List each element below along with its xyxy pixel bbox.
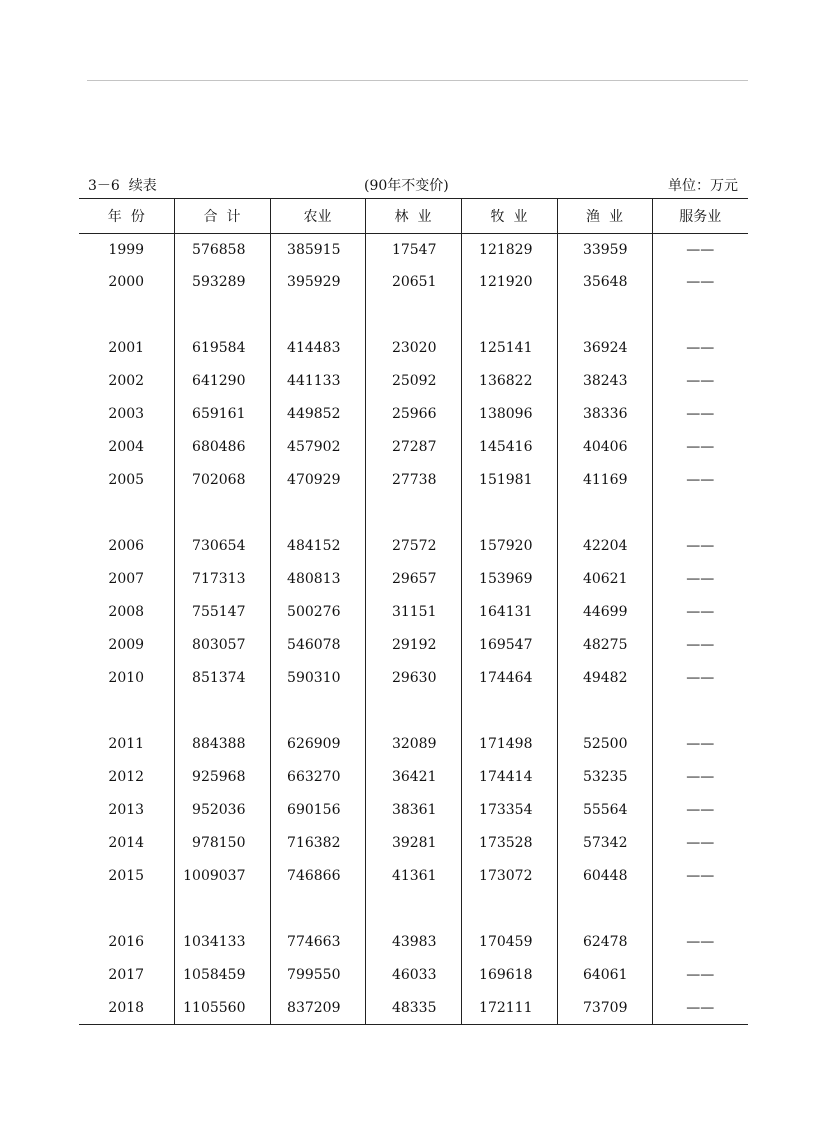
cell-year: 2015 [108, 867, 145, 884]
spacer-cell [652, 298, 748, 331]
cell-year: 2012 [108, 768, 145, 785]
spacer-cell [365, 892, 461, 925]
cell-animal-husbandry: 145416 [461, 430, 557, 463]
spacer-cell [79, 298, 174, 331]
cell-forestry: 46033 [365, 958, 461, 991]
table-row [79, 529, 748, 562]
cell-total: 576858 [174, 234, 270, 266]
cell-total: 755147 [174, 595, 270, 628]
cell-agriculture: 690156 [270, 793, 365, 826]
cell-fishery: 57342 [557, 826, 652, 859]
cell-forestry: 31151 [365, 595, 461, 628]
spacer-row [79, 694, 748, 727]
cell-animal-husbandry: 138096 [461, 397, 557, 430]
cell-agriculture: 500276 [270, 595, 365, 628]
header-fishery: 渔 业 [557, 199, 652, 234]
cell-agriculture: 457902 [270, 430, 365, 463]
cell-total: 1058459 [174, 958, 270, 991]
cell-total: 702068 [174, 463, 270, 496]
cell-year: 2004 [108, 438, 145, 455]
cell-fishery: 35648 [557, 265, 652, 298]
spacer-row [79, 496, 748, 529]
header-services: 服务业 [652, 199, 748, 234]
cell-total: 593289 [174, 265, 270, 298]
spacer-cell [557, 892, 652, 925]
cell-agriculture: 484152 [270, 529, 365, 562]
cell-total: 1034133 [174, 925, 270, 958]
cell-services: —— [652, 562, 748, 595]
cell-agriculture: 546078 [270, 628, 365, 661]
cell-total: 925968 [174, 760, 270, 793]
spacer-cell [652, 892, 748, 925]
cell-forestry: 29657 [365, 562, 461, 595]
cell-forestry: 27572 [365, 529, 461, 562]
spacer-cell [461, 694, 557, 727]
cell-total: 659161 [174, 397, 270, 430]
cell-services: —— [652, 595, 748, 628]
spacer-cell [174, 892, 270, 925]
cell-agriculture: 449852 [270, 397, 365, 430]
cell-year: 2010 [108, 669, 145, 686]
cell-animal-husbandry: 121920 [461, 265, 557, 298]
cell-animal-husbandry: 136822 [461, 364, 557, 397]
header-animal-husbandry: 牧 业 [461, 199, 557, 234]
cell-services: —— [652, 265, 748, 298]
cell-fishery: 40406 [557, 430, 652, 463]
cell-forestry: 29192 [365, 628, 461, 661]
cell-agriculture: 626909 [270, 727, 365, 760]
cell-animal-husbandry: 174414 [461, 760, 557, 793]
cell-animal-husbandry: 170459 [461, 925, 557, 958]
output-value-table [79, 198, 748, 1025]
table-row [79, 595, 748, 628]
cell-agriculture: 470929 [270, 463, 365, 496]
spacer-cell [461, 298, 557, 331]
cell-services: —— [652, 234, 748, 266]
cell-animal-husbandry: 174464 [461, 661, 557, 694]
cell-total: 851374 [174, 661, 270, 694]
cell-forestry: 27738 [365, 463, 461, 496]
cell-forestry: 25092 [365, 364, 461, 397]
cell-animal-husbandry: 121829 [461, 234, 557, 266]
spacer-cell [174, 496, 270, 529]
cell-animal-husbandry: 173528 [461, 826, 557, 859]
cell-services: —— [652, 760, 748, 793]
cell-agriculture: 746866 [270, 859, 365, 892]
spacer-cell [557, 496, 652, 529]
cell-animal-husbandry: 153969 [461, 562, 557, 595]
spacer-cell [557, 298, 652, 331]
cell-year: 2009 [108, 636, 145, 653]
spacer-cell [365, 694, 461, 727]
table-row [79, 760, 748, 793]
cell-total: 1105560 [174, 991, 270, 1025]
cell-forestry: 23020 [365, 331, 461, 364]
table-body [79, 234, 748, 1025]
cell-agriculture: 663270 [270, 760, 365, 793]
page-top-rule [87, 80, 748, 81]
cell-agriculture: 480813 [270, 562, 365, 595]
spacer-cell [365, 496, 461, 529]
cell-total: 803057 [174, 628, 270, 661]
cell-year: 2011 [108, 735, 145, 752]
cell-fishery: 40621 [557, 562, 652, 595]
cell-agriculture: 774663 [270, 925, 365, 958]
cell-services: —— [652, 364, 748, 397]
cell-year: 1999 [108, 241, 145, 258]
cell-forestry: 48335 [365, 991, 461, 1025]
cell-year: 2002 [108, 372, 145, 389]
cell-fishery: 38243 [557, 364, 652, 397]
cell-services: —— [652, 661, 748, 694]
cell-animal-husbandry: 157920 [461, 529, 557, 562]
cell-animal-husbandry: 173072 [461, 859, 557, 892]
table-row [79, 562, 748, 595]
table-row [79, 364, 748, 397]
cell-fishery: 62478 [557, 925, 652, 958]
cell-forestry: 17547 [365, 234, 461, 266]
header-row [79, 199, 748, 234]
cell-agriculture: 837209 [270, 991, 365, 1025]
table-row [79, 661, 748, 694]
cell-services: —— [652, 991, 748, 1025]
spacer-cell [461, 496, 557, 529]
cell-services: —— [652, 628, 748, 661]
cell-forestry: 39281 [365, 826, 461, 859]
table-row [79, 628, 748, 661]
cell-fishery: 44699 [557, 595, 652, 628]
header-year: 年 份 [79, 199, 174, 234]
spacer-cell [79, 892, 174, 925]
cell-agriculture: 441133 [270, 364, 365, 397]
cell-forestry: 43983 [365, 925, 461, 958]
cell-agriculture: 414483 [270, 331, 365, 364]
table-row [79, 397, 748, 430]
table-id: 3－6 续表 [88, 178, 157, 194]
spacer-cell [461, 892, 557, 925]
spacer-cell [652, 694, 748, 727]
cell-services: —— [652, 826, 748, 859]
cell-fishery: 52500 [557, 727, 652, 760]
cell-year: 2014 [108, 834, 145, 851]
cell-services: —— [652, 958, 748, 991]
cell-total: 978150 [174, 826, 270, 859]
cell-fishery: 48275 [557, 628, 652, 661]
spacer-cell [270, 496, 365, 529]
table-row [79, 793, 748, 826]
spacer-row [79, 298, 748, 331]
cell-year: 2001 [108, 339, 145, 356]
cell-services: —— [652, 529, 748, 562]
table-row [79, 991, 748, 1025]
cell-forestry: 27287 [365, 430, 461, 463]
cell-services: —— [652, 331, 748, 364]
spacer-cell [79, 694, 174, 727]
price-basis-note: (90年不变价) [364, 178, 449, 194]
table-row [79, 234, 748, 266]
cell-fishery: 33959 [557, 234, 652, 266]
spacer-cell [652, 496, 748, 529]
cell-forestry: 38361 [365, 793, 461, 826]
cell-agriculture: 395929 [270, 265, 365, 298]
cell-forestry: 25966 [365, 397, 461, 430]
table-row [79, 925, 748, 958]
cell-total: 884388 [174, 727, 270, 760]
cell-year: 2000 [108, 273, 145, 290]
cell-fishery: 38336 [557, 397, 652, 430]
cell-total: 730654 [174, 529, 270, 562]
cell-animal-husbandry: 171498 [461, 727, 557, 760]
spacer-cell [174, 694, 270, 727]
cell-agriculture: 385915 [270, 234, 365, 266]
spacer-cell [174, 298, 270, 331]
cell-animal-husbandry: 173354 [461, 793, 557, 826]
cell-agriculture: 590310 [270, 661, 365, 694]
cell-fishery: 36924 [557, 331, 652, 364]
cell-animal-husbandry: 151981 [461, 463, 557, 496]
table-row [79, 826, 748, 859]
cell-forestry: 20651 [365, 265, 461, 298]
table-row [79, 430, 748, 463]
spacer-cell [270, 892, 365, 925]
cell-year: 2005 [108, 471, 145, 488]
cell-forestry: 32089 [365, 727, 461, 760]
header-agriculture: 农业 [270, 199, 365, 234]
table-row [79, 463, 748, 496]
cell-fishery: 49482 [557, 661, 652, 694]
table-row [79, 265, 748, 298]
spacer-cell [270, 298, 365, 331]
cell-animal-husbandry: 169618 [461, 958, 557, 991]
cell-year: 2007 [108, 570, 145, 587]
spacer-row [79, 892, 748, 925]
cell-animal-husbandry: 164131 [461, 595, 557, 628]
cell-animal-husbandry: 172111 [461, 991, 557, 1025]
cell-total: 641290 [174, 364, 270, 397]
cell-fishery: 55564 [557, 793, 652, 826]
cell-year: 2003 [108, 405, 145, 422]
table-row [79, 958, 748, 991]
table-caption [80, 176, 748, 196]
cell-total: 619584 [174, 331, 270, 364]
cell-forestry: 36421 [365, 760, 461, 793]
cell-year: 2017 [108, 966, 145, 983]
cell-total: 1009037 [174, 859, 270, 892]
cell-services: —— [652, 727, 748, 760]
table-row [79, 331, 748, 364]
cell-fishery: 42204 [557, 529, 652, 562]
header-forestry: 林 业 [365, 199, 461, 234]
cell-fishery: 53235 [557, 760, 652, 793]
cell-fishery: 64061 [557, 958, 652, 991]
cell-animal-husbandry: 125141 [461, 331, 557, 364]
cell-fishery: 60448 [557, 859, 652, 892]
table-row [79, 859, 748, 892]
cell-services: —— [652, 925, 748, 958]
cell-services: —— [652, 430, 748, 463]
cell-year: 2018 [79, 991, 174, 1025]
cell-services: —— [652, 793, 748, 826]
table-row [79, 727, 748, 760]
spacer-cell [557, 694, 652, 727]
cell-agriculture: 799550 [270, 958, 365, 991]
cell-forestry: 41361 [365, 859, 461, 892]
cell-agriculture: 716382 [270, 826, 365, 859]
cell-services: —— [652, 859, 748, 892]
cell-services: —— [652, 463, 748, 496]
spacer-cell [270, 694, 365, 727]
cell-animal-husbandry: 169547 [461, 628, 557, 661]
cell-fishery: 41169 [557, 463, 652, 496]
cell-services: —— [652, 397, 748, 430]
cell-year: 2013 [108, 801, 145, 818]
cell-total: 717313 [174, 562, 270, 595]
cell-year: 2006 [108, 537, 145, 554]
unit-label: 单位：万元 [668, 178, 738, 194]
cell-year: 2008 [108, 603, 145, 620]
spacer-cell [365, 298, 461, 331]
cell-total: 952036 [174, 793, 270, 826]
cell-forestry: 29630 [365, 661, 461, 694]
cell-fishery: 73709 [557, 991, 652, 1025]
cell-total: 680486 [174, 430, 270, 463]
spacer-cell [79, 496, 174, 529]
header-total: 合 计 [174, 199, 270, 234]
cell-year: 2016 [108, 933, 145, 950]
